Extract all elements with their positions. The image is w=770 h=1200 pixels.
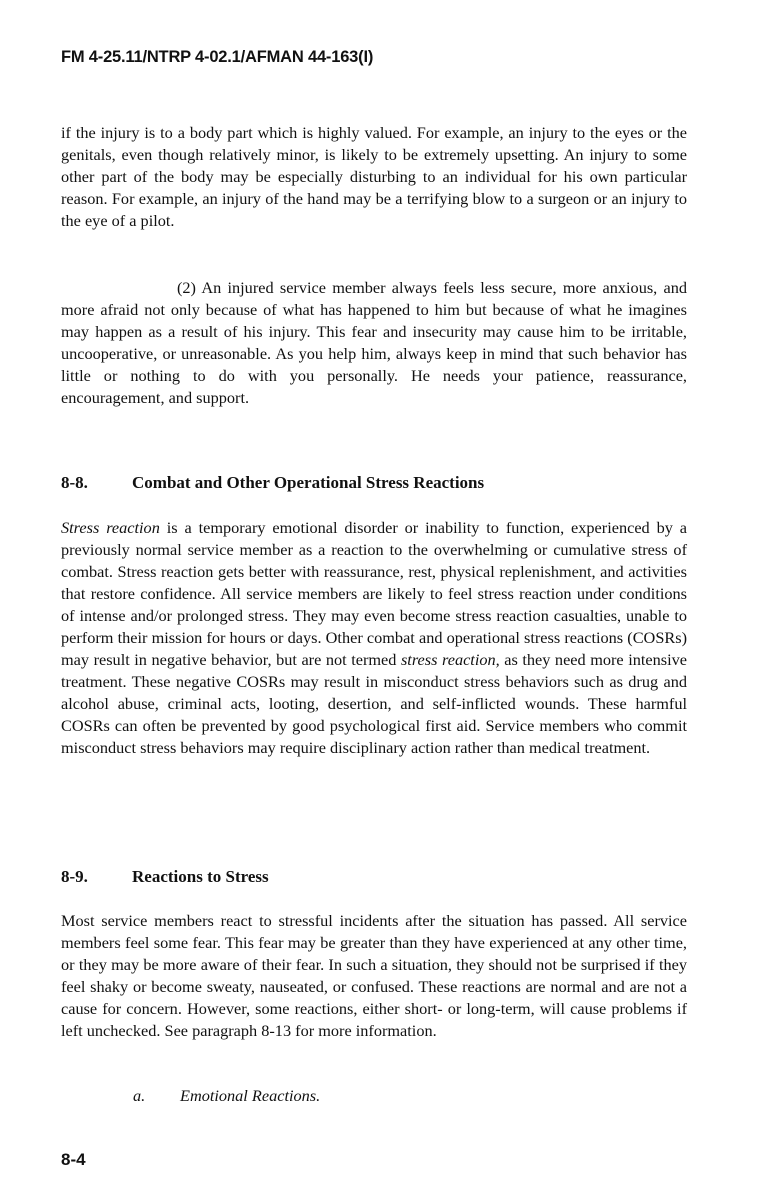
paragraph-injury-valued-body-part: if the injury is to a body part which is highly valued. For example, an injury to the eyes or the genitals, even though relatively minor, is likely to be extremely upsetting. An injury to some other part of the body may be especially disturbing to an individual for his own particular reason. For example, an injury of the hand may be a terrifying blow to a surgeon or an injury to the eye of a pilot.	[61, 123, 687, 230]
text-segment: as they need more intensive treatment. These negative COSRs may result in misconduct stress behaviors such as drug and alcohol abuse, criminal acts, looting, desertion, and self-inflicted wounds. These harmful COSRs can often be prevented by good psychological first aid. Service members who commit misconduct stress behaviors may require disciplinary action rather than medical treatment.	[61, 650, 687, 757]
section-heading-8-8	[61, 473, 484, 493]
subsection-title: Emotional Reactions.	[180, 1086, 321, 1105]
section-heading-8-9	[61, 867, 269, 887]
section-number: 8-8.	[61, 473, 88, 492]
section-title: Combat and Other Operational Stress Reactions	[132, 473, 485, 492]
paragraph-reactions-to-stress: Most service members react to stressful incidents after the situation has passed. All service members feel some fear. This fear may be greater than they have experienced at any other time, or they may be more aware of their fear. In such a situation, they should not be surprised if they feel shaky or become sweaty, nauseated, or confused. These reactions are normal and are not a cause for concern. However, some reactions, either short- or long-term, will cause problems if left unchecked. See paragraph 8-13 for more information.	[61, 911, 687, 1040]
section-title: Reactions to Stress	[132, 867, 269, 886]
paragraph-injured-member-insecure: (2) An injured service member always feels less secure, more anxious, and more afraid not only because of what has happened to him but because of what he imagines may happen as a result of his injury. This fear and insecurity may cause him to be irritable, uncooperative, or unreasonable. As you help him, always keep in mind that such behavior has little or nothing to do with you personally. He needs your patience, reassurance, encouragement, and support.	[61, 278, 687, 407]
section-number: 8-9.	[61, 867, 88, 886]
paragraph-stress-reaction	[61, 517, 687, 759]
document-header: FM 4-25.11/NTRP 4-02.1/AFMAN 44-163(I)	[61, 48, 374, 66]
term-stress-reaction: Stress reaction	[61, 518, 160, 537]
page-number: 8-4	[61, 1150, 86, 1169]
term-stress-reaction-inline: stress reaction,	[400, 650, 500, 669]
subsection-heading-emotional-reactions	[133, 1086, 320, 1106]
subsection-letter: a.	[133, 1086, 146, 1105]
text-segment: is a temporary emotional disorder or inability to function, experienced by a previously normal service member as a reaction to the overwhelming or cumulative stress of combat. Stress reaction gets better with reassurance, rest, physical replenishment, and activities that restore confidence. All service members are likely to feel stress reaction under conditions of intense and/or prolonged stress. They may even become stress reaction casualties, unable to perform their mission for hours or days. Other combat and operational stress reactions (COSRs) may result in negative behavior, but are not termed	[61, 518, 687, 669]
